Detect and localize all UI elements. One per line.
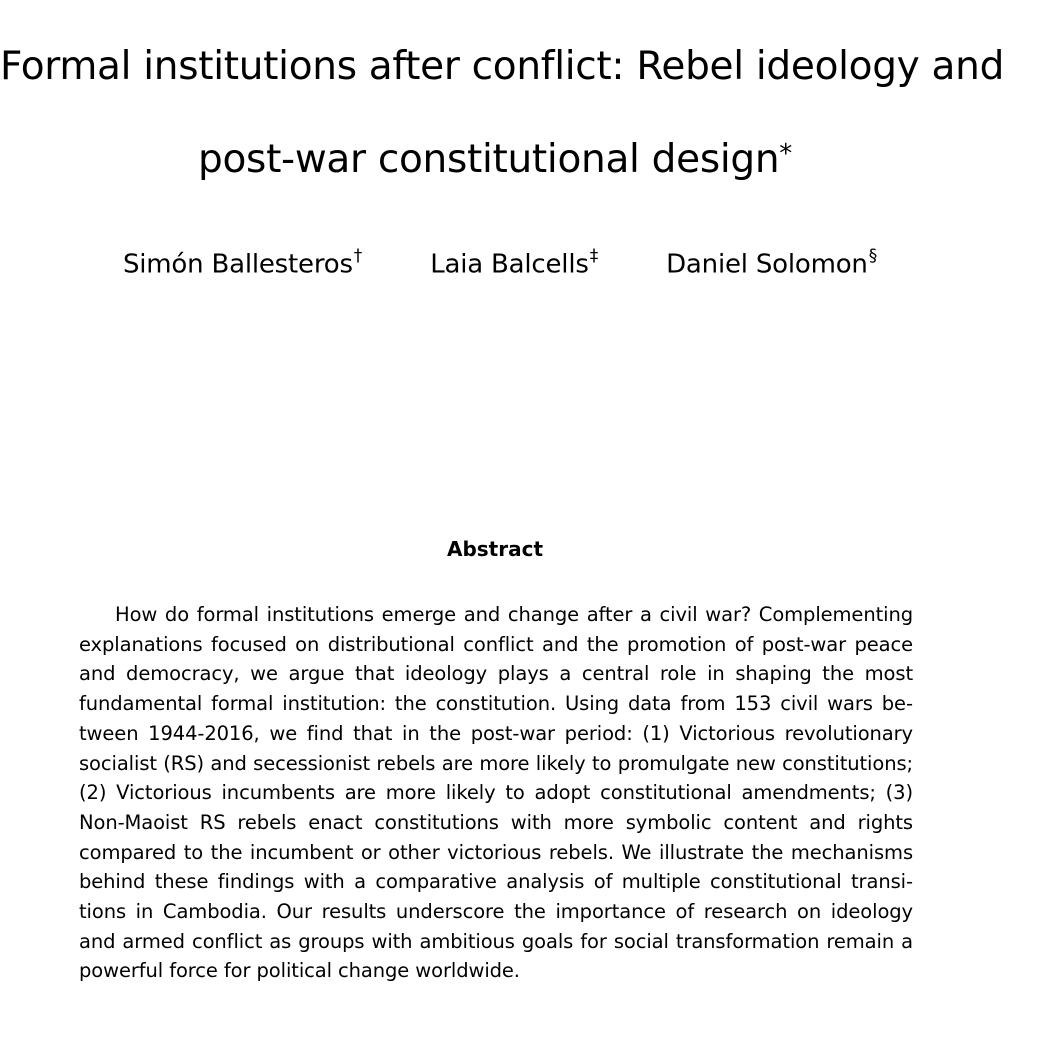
author-3 bbox=[666, 248, 877, 281]
author-1 bbox=[123, 248, 362, 281]
author-footnote-mark: § bbox=[868, 246, 878, 266]
author-name: Laia Balcells bbox=[430, 249, 589, 280]
abstract-body: How do formal institutions emerge and change after a civil war? Complementing explanations focused on distributional conflict and the promotion of post-war peace and democracy, we argue that ideology plays a central role in shaping the most fundamental formal institution: the constitution. Using data from 153 civil wars between 1944-2016, we find that in the post-war period: (1) Victorious revolutionary socialist (RS) and secessionist rebels are more likely to promulgate new constitutions; (2) Victorious incumbents are more likely to adopt constitutional amendments; (3) Non-Maoist RS rebels enact constitutions with more symbolic content and rights compared to the incumbent or other victorious rebels. We illustrate the mechanisms behind these findings with a comparative analysis of multiple constitutional transitions in Cambodia. Our results underscore the importance of research on ideology and armed conflict as groups with ambitious goals for social transformation remain a powerful force for political change worldwide. bbox=[79, 603, 913, 983]
author-footnote-mark: ‡ bbox=[589, 246, 599, 266]
author-footnote-mark: † bbox=[353, 246, 363, 266]
author-2 bbox=[430, 248, 598, 281]
paper-title-text-2: post-war constitutional design bbox=[198, 137, 780, 182]
author-list bbox=[0, 248, 1000, 281]
author-name: Simón Ballesteros bbox=[122, 249, 353, 280]
paper-title-line-1 bbox=[0, 44, 1005, 89]
paper-title-line-2 bbox=[0, 137, 990, 182]
title-footnote-mark: * bbox=[779, 139, 792, 169]
author-name: Daniel Solomon bbox=[666, 249, 868, 280]
paper-title-text-1: Formal institutions after conflict: Rebel ideology and bbox=[0, 44, 1005, 89]
abstract-heading: Abstract bbox=[446, 537, 544, 561]
